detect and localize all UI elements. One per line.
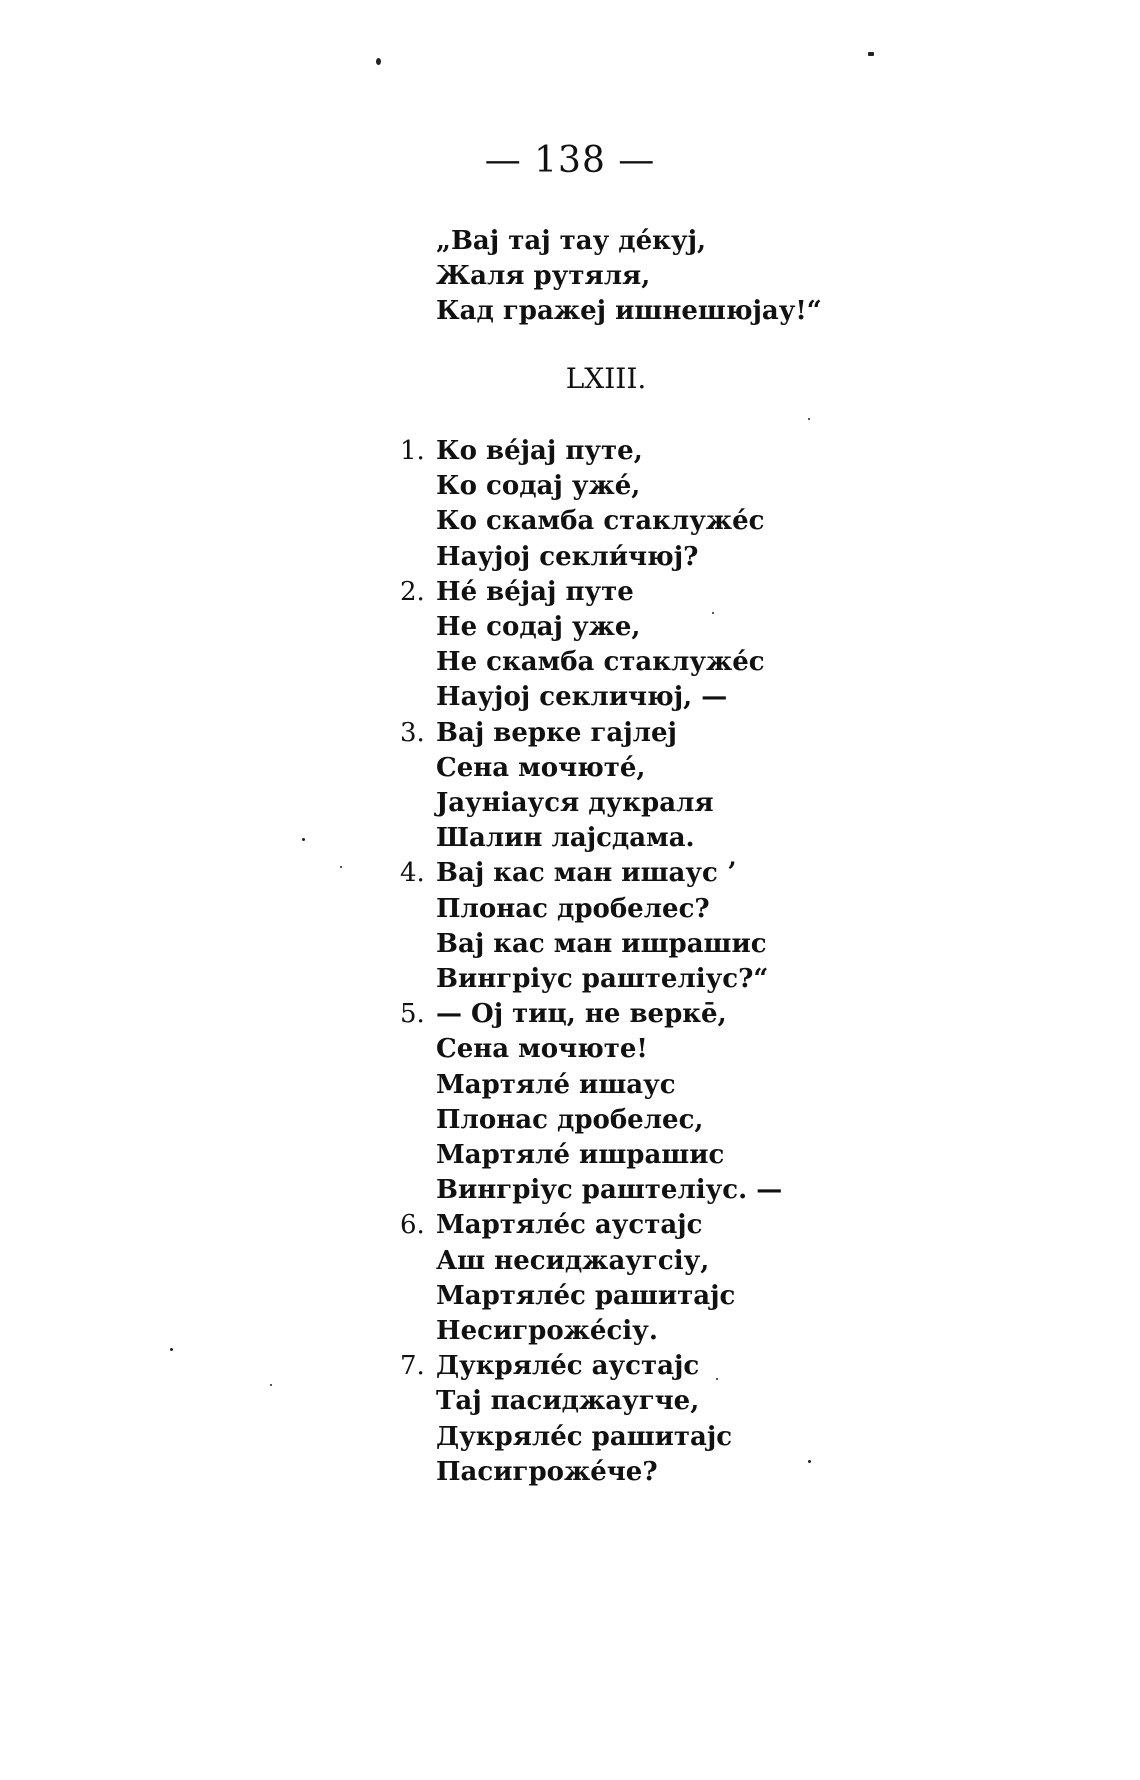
stanza-line-text: Не скамба стаклуже́с xyxy=(436,647,765,678)
stanza-line-text: Плонас дробелес? xyxy=(436,893,710,924)
stanza-number: 4. xyxy=(400,858,425,889)
stanza-line-text: Мартяле́ ишаус xyxy=(436,1069,676,1100)
scan-speck xyxy=(340,866,342,868)
stanza-line xyxy=(400,962,782,997)
stanza-line xyxy=(400,1420,782,1455)
stanza-line xyxy=(400,1349,782,1384)
stanza-line-text: Дукряле́с аустајс xyxy=(436,1351,700,1382)
stanza-line xyxy=(400,1455,782,1490)
stanza-line xyxy=(400,575,782,610)
stanza-number: 7. xyxy=(400,1351,425,1382)
stanza-line xyxy=(400,997,782,1032)
stanza-number: 1. xyxy=(400,436,425,466)
stanza-line xyxy=(400,1208,782,1243)
stanza-line-text: Наујој секли́чюј? xyxy=(436,541,699,572)
scan-speck xyxy=(270,1384,272,1386)
stanza-line-text: Дукряле́с рашитајс xyxy=(436,1421,733,1452)
stanza-line xyxy=(400,1138,782,1173)
stanza-line-text: Ко скамба стаклуже́с xyxy=(436,506,765,537)
stanza-line xyxy=(400,469,782,504)
stanza-line xyxy=(400,1173,782,1208)
stanza-number: 2. xyxy=(400,576,425,607)
scan-speck xyxy=(376,58,381,65)
stanza-line xyxy=(400,1279,782,1314)
stanza-line-text: Несигроже́сiу. xyxy=(436,1316,658,1347)
scan-speck xyxy=(712,612,714,614)
verse-line: Кад гражеј ишнешюјау!“ xyxy=(436,296,822,326)
verse-line: Жаля рутяля, xyxy=(436,261,651,291)
intro-verse xyxy=(436,224,822,329)
stanza-line-text: Пасигроже́че? xyxy=(436,1456,658,1487)
stanza-number: 5. xyxy=(400,999,425,1030)
stanza-number: 6. xyxy=(400,1210,425,1241)
scan-speck xyxy=(716,1378,718,1380)
stanza-line-text: Вај кас ман ишрашис xyxy=(436,928,767,959)
stanza-line xyxy=(400,504,782,539)
stanza-line-text: Сена мочюте́, xyxy=(436,752,646,783)
stanza-line xyxy=(400,892,782,927)
stanza-line-text: Тај пасиджаугче, xyxy=(436,1386,700,1417)
stanza-line xyxy=(400,645,782,680)
stanza-line xyxy=(400,1384,782,1419)
stanza-line xyxy=(400,821,782,856)
stanza-line-text: Сена мочюте! xyxy=(436,1034,648,1065)
verse-line: „Вај тај тау де́куј, xyxy=(436,226,707,256)
scan-speck xyxy=(302,838,305,841)
stanza-line-text: Плонас дробелес, xyxy=(436,1104,704,1135)
stanza-line xyxy=(400,856,782,891)
stanza-line-text: Наујој секличюј, — xyxy=(436,682,728,713)
scan-speck xyxy=(808,418,810,420)
stanza-line-text: Вингрiус раштелiус?“ xyxy=(436,964,769,995)
stanza-line-text: Јаунiауся дукраля xyxy=(436,788,714,819)
stanza-line-text: Вингрiус раштелiус. — xyxy=(436,1175,783,1206)
stanza-line xyxy=(400,786,782,821)
stanza-line-text: Ко содај уже́, xyxy=(436,471,641,502)
stanza-line xyxy=(400,540,782,575)
stanza-number: 3. xyxy=(400,717,425,748)
scan-speck xyxy=(868,52,874,56)
stanza-line xyxy=(400,1032,782,1067)
scan-speck xyxy=(808,1460,811,1463)
stanza-line xyxy=(400,434,782,469)
stanza-line-text: Не содај уже, xyxy=(436,612,641,643)
section-heading: LXIII. xyxy=(565,362,647,395)
poem-stanzas xyxy=(400,434,782,1490)
stanza-line-text: Не́ ве́јај путе xyxy=(436,576,634,607)
stanza-line-text: Мартяле́с аустајс xyxy=(436,1210,703,1241)
stanza-line-text: — Ој тиц, не верке̄, xyxy=(436,999,727,1030)
stanza-line xyxy=(400,751,782,786)
stanza-line xyxy=(400,716,782,751)
stanza-line-text: Вај верке гајлеј xyxy=(436,717,677,748)
stanza-line xyxy=(400,1244,782,1279)
stanza-line xyxy=(400,1103,782,1138)
stanza-line xyxy=(400,1314,782,1349)
stanza-line xyxy=(400,1068,782,1103)
stanza-line xyxy=(400,680,782,715)
stanza-line-text: Шалин лајсдама. xyxy=(436,823,695,854)
stanza-line xyxy=(400,927,782,962)
scan-speck xyxy=(170,1348,173,1351)
stanza-line-text: Вај кас ман ишаус ʼ xyxy=(436,858,736,889)
stanza-line-text: Мартяле́с рашитајс xyxy=(436,1280,736,1311)
stanza-line-text: Ко ве́јај путе, xyxy=(436,436,643,466)
stanza-line xyxy=(400,610,782,645)
stanza-line-text: Мартяле́ ишрашис xyxy=(436,1140,725,1171)
page-number: — 138 — xyxy=(484,140,656,181)
stanza-line-text: Аш несиджаугсiу, xyxy=(436,1245,710,1276)
